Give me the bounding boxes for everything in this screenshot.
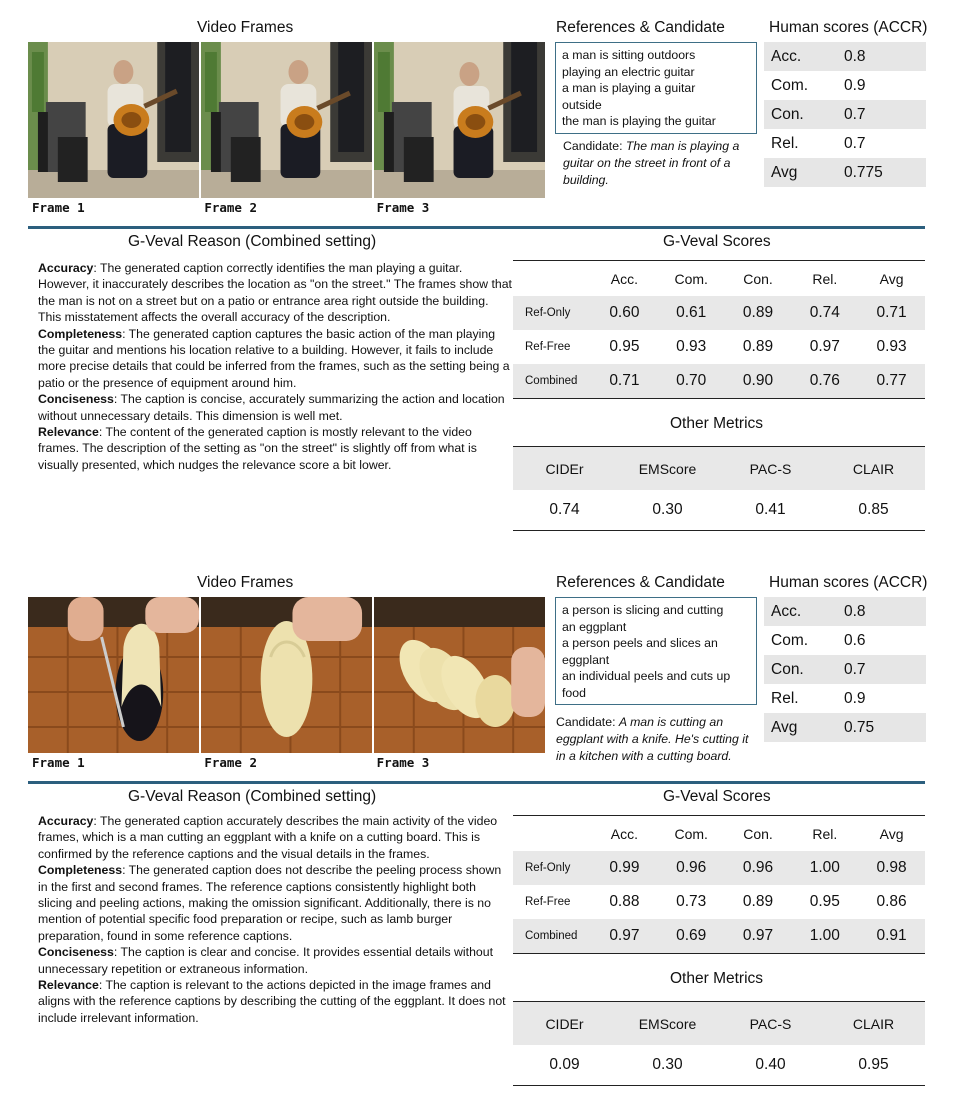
reason-conciseness	[38, 944, 508, 977]
human-scores-table	[764, 42, 926, 187]
metric-cell: 0.09	[549, 1056, 580, 1073]
human-title: Human scores (ACCR)	[769, 574, 928, 591]
example-guitar	[0, 0, 969, 550]
score-cell: 0.99	[609, 859, 640, 876]
metric-cell: 0.30	[652, 1056, 683, 1073]
column-header: CIDEr	[545, 460, 584, 477]
candidate-prefix: Candidate:	[556, 715, 619, 729]
human-score-row	[764, 158, 926, 187]
column-header: Com.	[674, 270, 708, 287]
reason-relevance	[38, 424, 514, 473]
score-value: 0.7	[844, 660, 866, 678]
frames-title: Video Frames	[197, 574, 294, 591]
column-header: Rel.	[812, 270, 838, 287]
references-box	[555, 597, 757, 705]
column-header: Con.	[743, 825, 773, 842]
row-label: Ref-Only	[525, 862, 571, 874]
reference-line: the man is playing the guitar	[562, 114, 716, 128]
candidate-caption	[556, 714, 760, 765]
score-value: 0.75	[844, 718, 875, 736]
score-cell: 0.93	[676, 338, 707, 355]
reference-line: a man is playing a guitar	[562, 81, 696, 95]
reason-body: : The caption is clear and concise. It provides essential details without unnecessary repetition or extraneous information.	[38, 945, 494, 976]
frame-label: Frame 2	[204, 200, 258, 215]
score-cell: 0.93	[876, 338, 907, 355]
score-label: Acc.	[771, 47, 802, 65]
score-label: Acc.	[771, 602, 802, 620]
scores-row-combined	[513, 364, 925, 398]
reason-text	[38, 813, 508, 1026]
frame-labels	[28, 200, 545, 215]
score-cell: 0.89	[742, 338, 774, 355]
reference-line: a man is sitting outdoors	[562, 48, 696, 62]
column-header: Avg	[879, 825, 904, 842]
frame-2-image	[201, 42, 374, 198]
reason-body: : The generated caption does not describe the peeling process shown in the first and second frames. The reference captions consistently highlight both slicing and peeling actions, making the omission significant. Additionally, there is no mention of potential specific food preparation or recipe, such as lamb burger preparation, found in some reference captions.	[38, 863, 502, 943]
score-value: 0.775	[844, 163, 883, 181]
other-metrics-table	[513, 1001, 925, 1086]
score-value: 0.8	[844, 47, 866, 65]
reference-line: eggplant	[562, 652, 610, 667]
score-label: Rel.	[771, 689, 799, 707]
score-cell: 0.88	[609, 893, 640, 910]
scores-row-ref-only	[513, 851, 925, 885]
frame-label: Frame 2	[204, 755, 258, 770]
metric-cell: 0.30	[652, 501, 683, 518]
column-header: PAC-S	[749, 460, 792, 477]
human-score-row	[764, 42, 926, 71]
score-cell: 0.97	[742, 927, 774, 944]
reason-head: Relevance	[38, 425, 99, 440]
section-divider	[28, 226, 925, 229]
column-header: Acc.	[610, 825, 639, 842]
scores-row-combined	[513, 919, 925, 953]
reason-head: Accuracy	[38, 814, 94, 828]
human-score-row	[764, 100, 926, 129]
score-cell: 0.89	[742, 893, 774, 910]
frame-1-image	[28, 42, 201, 198]
score-cell: 0.95	[609, 338, 640, 355]
score-cell: 0.70	[676, 372, 707, 389]
score-value: 0.9	[844, 689, 866, 707]
reference-line: outside	[562, 97, 602, 112]
reason-accuracy	[38, 813, 508, 862]
score-cell: 0.97	[609, 927, 640, 944]
human-score-row	[764, 71, 926, 100]
frame-1-image	[28, 597, 201, 753]
column-header: Con.	[743, 270, 773, 287]
scores-row-ref-only	[513, 296, 925, 330]
metric-cell: 0.85	[858, 501, 889, 518]
column-header: CLAIR	[852, 1015, 895, 1032]
reason-body: : The generated caption correctly identifies the man playing a guitar. However, it inaccurately describes the location as "on the street." The frames show that the man is not on a street but on a patio or entrance area right outside the building. This misstatement affects the overall accuracy of the description.	[38, 261, 512, 325]
human-score-row	[764, 597, 926, 626]
column-header: CIDEr	[545, 1015, 584, 1032]
reference-line: a person is slicing and cutting	[562, 603, 724, 617]
reason-conciseness	[38, 391, 514, 424]
reason-title: G-Veval Reason (Combined setting)	[128, 233, 377, 250]
score-label: Con.	[771, 105, 804, 123]
reason-title: G-Veval Reason (Combined setting)	[128, 788, 377, 805]
row-label: Ref-Free	[525, 341, 571, 353]
row-label: Ref-Free	[525, 896, 571, 908]
reason-completeness	[38, 326, 514, 392]
score-cell: 0.76	[809, 372, 840, 389]
column-header: EMScore	[638, 460, 697, 477]
score-cell: 0.77	[876, 372, 907, 389]
candidate-text: A man is cutting an eggplant with a knife. He's cutting it in a kitchen with a cutting board.	[556, 715, 749, 763]
score-label: Con.	[771, 660, 804, 678]
score-cell: 0.98	[876, 859, 907, 876]
metrics-value-row	[513, 490, 925, 530]
metric-cell: 0.40	[755, 1056, 786, 1073]
column-header: CLAIR	[852, 460, 895, 477]
frame-2-image	[201, 597, 374, 753]
row-label: Ref-Only	[525, 307, 571, 319]
human-scores-table	[764, 597, 926, 742]
score-cell: 0.91	[876, 927, 907, 944]
column-header: Avg	[879, 270, 904, 287]
score-cell: 0.71	[609, 372, 640, 389]
score-cell: 0.60	[609, 304, 640, 321]
score-cell: 0.71	[876, 304, 907, 321]
metrics-title: Other Metrics	[670, 970, 764, 987]
scores-row-ref-free	[513, 330, 925, 364]
reason-head: Conciseness	[38, 392, 114, 407]
reason-completeness	[38, 862, 508, 944]
score-label: Avg	[771, 163, 798, 181]
frames-title: Video Frames	[197, 19, 294, 36]
metric-cell: 0.95	[858, 1056, 889, 1073]
metric-cell: 0.41	[755, 501, 786, 518]
gveval-scores-table	[513, 815, 925, 954]
frame-label: Frame 3	[376, 200, 430, 215]
row-label: Combined	[525, 375, 578, 387]
score-cell: 1.00	[809, 927, 840, 944]
score-cell: 0.89	[742, 304, 774, 321]
reason-body: : The caption is relevant to the actions depicted in the image frames and aligns with the reference captions by describing the cutting of the eggplant. It does not include irrelevant information.	[38, 978, 506, 1025]
metrics-header-row	[513, 1001, 925, 1045]
score-label: Rel.	[771, 134, 799, 152]
frame-label: Frame 1	[32, 200, 85, 215]
reason-head: Completeness	[38, 326, 123, 341]
reason-body: : The generated caption accurately describes the main activity of the video frames, which is a man cutting an eggplant with a knife on a cutting board. This is confirmed by the reference captions and the visual details in the frames.	[38, 814, 498, 861]
human-title: Human scores (ACCR)	[769, 19, 928, 36]
reference-line: an eggplant	[562, 619, 627, 634]
score-value: 0.9	[844, 76, 866, 94]
gveval-scores-table	[513, 260, 925, 399]
score-value: 0.6	[844, 631, 866, 649]
reason-head: Conciseness	[38, 945, 114, 960]
frame-3-image	[374, 597, 545, 753]
metrics-header-row	[513, 446, 925, 490]
reference-line: an individual peels and cuts up	[562, 669, 731, 683]
human-score-row	[764, 626, 926, 655]
reason-body: : The content of the generated caption is mostly relevant to the video frames. The description of the setting as "on the street" is slightly off from what is visually presented, which nudges the relevance score a bit lower.	[38, 425, 477, 472]
frame-label: Frame 1	[32, 755, 85, 770]
reason-accuracy	[38, 260, 514, 326]
reason-text	[38, 260, 514, 473]
reason-head: Relevance	[38, 978, 99, 993]
human-score-row	[764, 713, 926, 742]
candidate-caption	[563, 138, 759, 189]
refs-title: References & Candidate	[556, 19, 725, 36]
row-label: Combined	[525, 930, 578, 942]
other-metrics-table	[513, 446, 925, 531]
reference-line: playing an electric guitar	[562, 64, 695, 79]
score-cell: 0.95	[809, 893, 840, 910]
column-header: EMScore	[638, 1015, 697, 1032]
human-score-row	[764, 655, 926, 684]
score-cell: 1.00	[809, 859, 840, 876]
score-label: Avg	[771, 718, 798, 736]
score-value: 0.7	[844, 105, 866, 123]
candidate-text: The man is playing a guitar on the street in front of a building.	[563, 139, 740, 187]
scores-header-row	[513, 260, 925, 296]
score-cell: 0.96	[742, 859, 774, 876]
refs-title: References & Candidate	[556, 574, 725, 591]
section-divider	[28, 781, 925, 784]
scores-title: G-Veval Scores	[663, 233, 771, 250]
score-value: 0.8	[844, 602, 866, 620]
human-score-row	[764, 129, 926, 158]
column-header: Acc.	[610, 270, 639, 287]
human-score-row	[764, 684, 926, 713]
reason-body: : The generated caption captures the basic action of the man playing the guitar and mentions his location relative to a building. However, it fails to include more precise details that could be inferred from the frames, such as the setting being a patio or the presence of equipment around him.	[38, 326, 510, 390]
reference-line: a person peels and slices an	[562, 636, 718, 650]
column-header: Com.	[674, 825, 708, 842]
score-value: 0.7	[844, 134, 866, 152]
score-cell: 0.96	[676, 859, 707, 876]
scores-header-row	[513, 815, 925, 851]
score-label: Com.	[771, 631, 809, 649]
score-cell: 0.97	[809, 338, 840, 355]
scores-row-ref-free	[513, 885, 925, 919]
references-box	[555, 42, 757, 134]
score-cell: 0.61	[676, 304, 707, 321]
score-cell: 0.86	[876, 893, 907, 910]
column-header: PAC-S	[749, 1015, 792, 1032]
frame-label: Frame 3	[376, 755, 430, 770]
video-frames	[28, 597, 545, 753]
reason-head: Completeness	[38, 863, 123, 878]
video-frames	[28, 42, 545, 198]
column-header: Rel.	[812, 825, 838, 842]
candidate-prefix: Candidate:	[563, 139, 626, 153]
metrics-title: Other Metrics	[670, 415, 764, 432]
score-cell: 0.90	[742, 372, 774, 389]
metrics-value-row	[513, 1045, 925, 1085]
example-eggplant	[0, 555, 969, 1105]
reason-relevance	[38, 977, 508, 1026]
scores-title: G-Veval Scores	[663, 788, 771, 805]
frame-3-image	[374, 42, 545, 198]
score-cell: 0.69	[676, 927, 707, 944]
score-cell: 0.74	[809, 304, 840, 321]
score-label: Com.	[771, 76, 809, 94]
reference-line: food	[562, 685, 586, 700]
reason-head: Accuracy	[38, 261, 94, 275]
reason-body: : The caption is concise, accurately summarizing the action and location without unnecessary details. This dimension is well met.	[38, 392, 505, 423]
score-cell: 0.73	[676, 893, 707, 910]
metric-cell: 0.74	[549, 501, 580, 518]
frame-labels	[28, 755, 545, 770]
